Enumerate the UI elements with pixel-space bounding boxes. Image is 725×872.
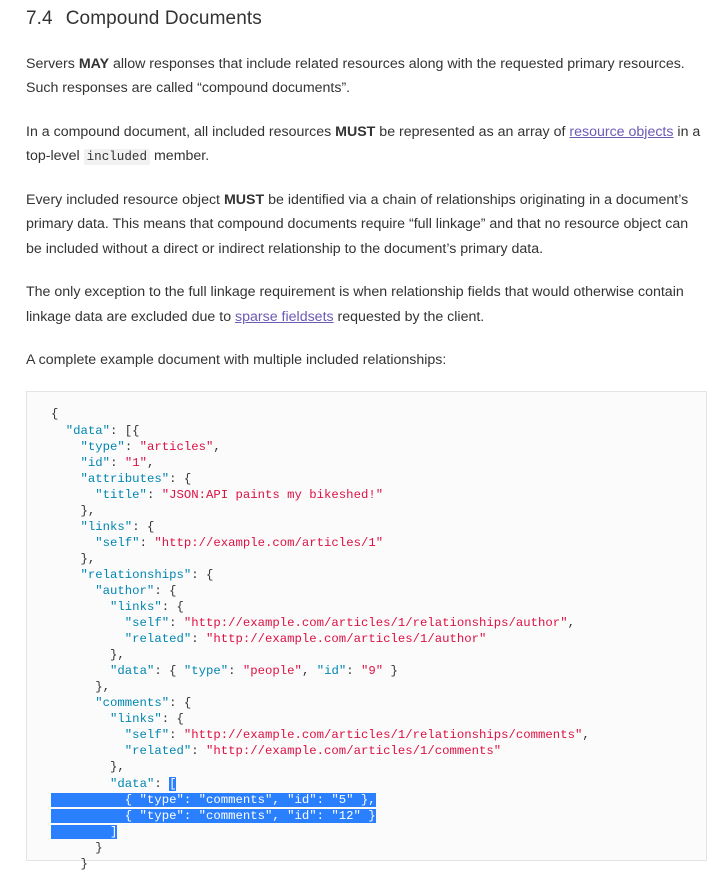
document-page xyxy=(0,8,725,871)
paragraph-4-text-a: The only exception to the full linkage requirement is when relationship fields that would otherwise contain linkage data are excluded due to xyxy=(26,284,684,325)
sparse-fieldsets-link[interactable]: sparse fieldsets xyxy=(235,308,334,325)
paragraph-1-text-b: allow responses that include related resources along with the requested primary resources. Such responses are called “compound documents”. xyxy=(26,56,685,97)
section-title: Compound Documents xyxy=(65,8,262,29)
code-selection-bracket-close[interactable]: ] xyxy=(51,824,118,839)
code-selection-bracket-open[interactable]: [ xyxy=(169,776,177,791)
paragraph-1-text-a: Servers xyxy=(26,56,79,72)
paragraph-2-text-b: be represented as an array of xyxy=(375,123,570,140)
paragraph-2 xyxy=(26,120,707,169)
paragraph-1-keyword: MAY xyxy=(78,56,110,72)
paragraph-2-text-d: member. xyxy=(150,148,210,165)
paragraph-2-text-c: in a top-level xyxy=(26,123,701,165)
paragraph-3-text-a: Every included resource object xyxy=(26,191,224,208)
code-example-block[interactable] xyxy=(26,391,707,871)
paragraph-3-text-b: be identified via a chain of relationships originating in a document’s primary data. This means that compound documents require “full linkage” and that no resource object can be included without a direct or indirect relationship to the document’s primary data. xyxy=(26,191,689,257)
code-selection-line-2[interactable]: { "type": "comments", "id": "12" } xyxy=(51,808,376,823)
paragraph-2-text-a: In a compound document, all included resources xyxy=(26,123,336,140)
paragraph-1 xyxy=(26,52,707,101)
section-number: 7.4 xyxy=(26,8,53,29)
code-content[interactable]: { "data": [{ "type": "articles", "id": "1", "attributes": { "title": "JSON:API paints my bikeshed!" }, "links": { "self": "http://example.com/articles/1" }, "relationships": { "author": { "links": { "self": "http://example.com/articles/1/relationships/author", "related": "http://example.com/articles/1/author" }, "data": { "type": "people", "id": "9" } }, "comments": { "links": { "self": "http://example.com/articles/1/relationships/comments", "related": "http://example.com/articles/1/comments" }, "data": [ { "type": "comments", "id": "5" }, { "type": "comments", "id": "12" } ] } } xyxy=(51,407,590,871)
paragraph-2-keyword: MUST xyxy=(335,123,376,140)
paragraph-4-text-b: requested by the client. xyxy=(333,308,485,325)
code-selection-line-1[interactable]: { "type": "comments", "id": "5" }, xyxy=(51,792,376,807)
page-title xyxy=(26,8,707,30)
paragraph-4 xyxy=(26,280,707,329)
included-code-literal: included xyxy=(84,149,150,165)
paragraph-5: A complete example document with multiple included relationships: xyxy=(26,352,447,369)
resource-objects-link[interactable]: resource objects xyxy=(569,123,674,140)
paragraph-3-keyword: MUST xyxy=(223,191,265,208)
paragraph-3 xyxy=(26,188,707,261)
